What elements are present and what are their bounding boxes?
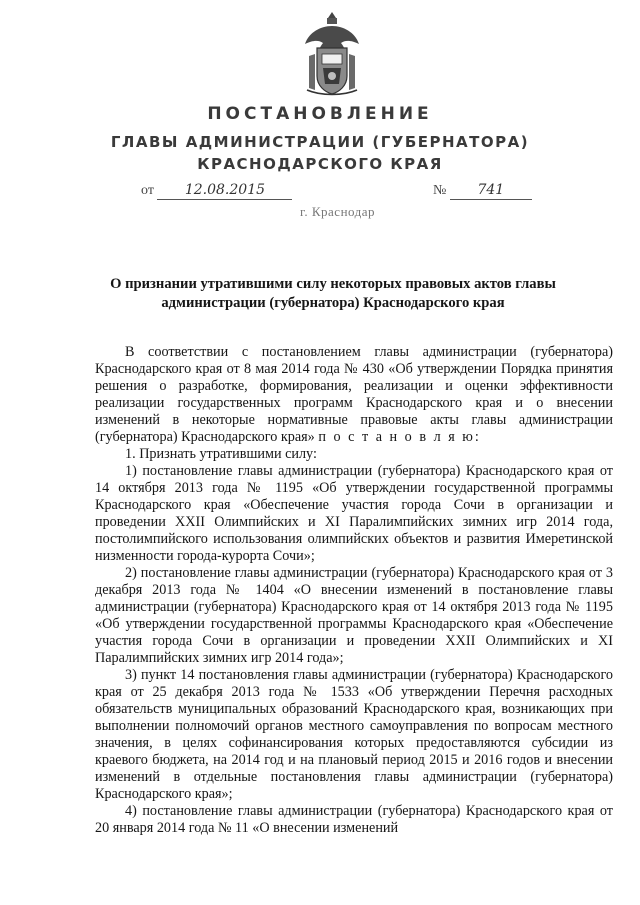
document-title xyxy=(95,275,571,313)
sub-item-3: 3) пункт 14 постановления главы администрации (губернатора) Краснодарского края от 25 декабря 2013 года № 1533 «Об утверждении Перечня расходных обязательств муниципальных образований Краснодарского края, возникающих при выполнении полномочий органов местного самоуправления по вопросам местного значения, в целях софинансирования которых предоставляются субсидии из краевого бюджета, на 2014 год и на плановый период 2015 и 2016 годов и внесении изменений в отдельные постановления главы администрации (губернатора) Краснодарского края»; xyxy=(95,667,613,802)
preamble-text: В соответствии с постановлением главы администрации (губернатора) Краснодарского края от 8 мая 2014 года № 430 «Об утверждении Порядка принятия решения о разработке, формирования, реализации и оценки эффективности реализации государственных программ Краснодарского края и о внесении изменений в некоторые нормативные правовые акты главы администрации (губернатора) Краснодарского края» xyxy=(95,344,613,445)
number-field xyxy=(433,182,532,200)
decree-word: п о с т а н о в л я ю: xyxy=(318,429,481,445)
document-title-line-1: О признании утратившими силу некоторых правовых актов главы xyxy=(110,276,556,292)
issuer-line-1: ГЛАВЫ АДМИНИСТРАЦИИ (ГУБЕРНАТОРА) xyxy=(110,133,530,151)
sub-item-1: 1) постановление главы администрации (губернатора) Краснодарского края от 14 октября 2013 года № 1195 «Об утверждении государственной программы Краснодарского края «Обеспечение участия города Сочи в организации и проведении XXII Олимпийских и XI Паралимпийских зимних игр 2014 года, постолимпийского использования олимпийских объектов и развития Имеретинской низменности города-курорта Сочи»; xyxy=(95,463,613,564)
document-type-title: ПОСТАНОВЛЕНИЕ xyxy=(207,104,433,124)
sub-item-4: 4) постановление главы администрации (губернатора) Краснодарского края от 20 января 2014 года № 11 «О внесении изменений xyxy=(95,803,613,836)
number-value: 741 xyxy=(477,182,505,198)
item-1: 1. Признать утратившими силу: xyxy=(125,446,317,462)
number-prefix: № xyxy=(433,183,447,198)
coat-of-arms-emblem xyxy=(303,10,361,98)
city-label: г. Краснодар xyxy=(300,204,376,219)
preamble-paragraph xyxy=(95,344,613,446)
document-body xyxy=(95,344,613,837)
date-prefix: от xyxy=(141,183,154,198)
sub-item-2: 2) постановление главы администрации (губернатора) Краснодарского края от 3 декабря 2013 года № 1404 «О внесении изменений в постановление главы администрации (губернатора) Краснодарского края от 14 октября 2013 года № 1195 «Об утверждении государственной программы Краснодарского края «Обеспечение участия города Сочи в организации и проведении XXII Олимпийских и XI Паралимпийских зимних игр 2014 года»; xyxy=(95,565,613,666)
date-field xyxy=(141,182,292,200)
date-value: 12.08.2015 xyxy=(184,182,266,198)
document-title-line-2: администрации (губернатора) Краснодарского края xyxy=(161,295,505,311)
issuer-line-2: КРАСНОДАРСКОГО КРАЯ xyxy=(197,155,443,173)
